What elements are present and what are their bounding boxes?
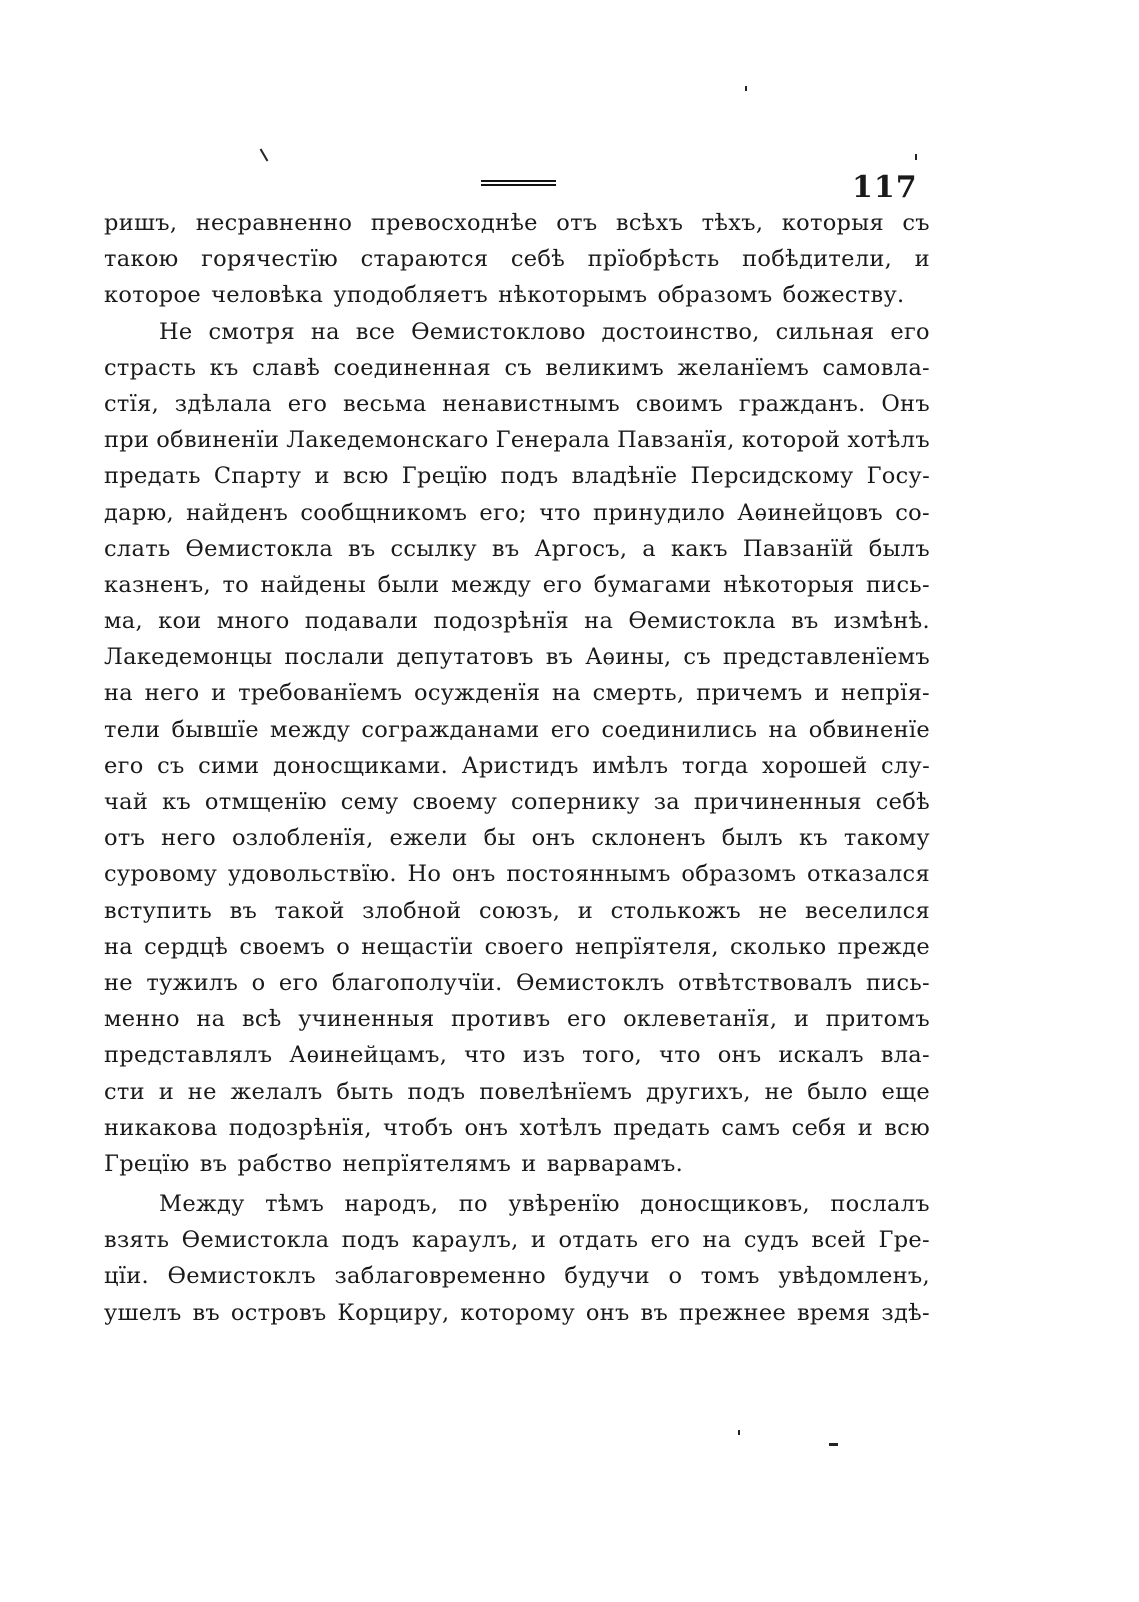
text-line: стїя, здѣлала его весьма ненавистнымъ своимъ гражданъ. Онъ [104,390,930,417]
text-line: не тужилъ о его благополучїи. Ѳемистоклъ отвѣтствовалъ пись- [104,969,930,996]
text-line: взять Ѳемистокла подъ караулъ, и отдать его на судъ всей Гре- [104,1227,930,1254]
text-line: цїи. Ѳемистоклъ заблаговременно будучи о томъ увѣдомленъ, [104,1263,930,1290]
text-line: его съ сими доносщиками. Аристидъ имѣлъ тогда хорошей слу- [104,752,930,779]
scan-speck [738,1430,740,1435]
text-line: Не смотря на все Ѳемистоклово достоинство, сильная его [159,318,930,345]
scan-speck [745,86,747,91]
text-line: при обвиненїи Лакедемонскаго Генерала Павзанїя, которой хотѣлъ [104,427,930,454]
header-double-rule [481,180,556,189]
text-line: дарю, найденъ сообщникомъ его; что принудило Аѳинейцовъ со- [104,499,930,526]
text-line: отъ него озлобленїя, ежели бы онъ склоненъ былъ къ такому [104,825,930,852]
text-line: никакова подозрѣнїя, чтобъ онъ хотѣлъ предать самъ себя и всю [104,1114,930,1141]
text-line: на него и требованїемъ осужденїя на смерть, причемъ и непрїя- [104,680,930,707]
text-line: страсть къ славѣ соединенная съ великимъ желанїемъ самовла- [104,354,930,381]
text-line: ма, кои много подавали подозрѣнїя на Ѳемистокла въ измѣнѣ. [104,608,930,635]
page-number: 117 [852,170,918,205]
text-line: суровому удовольствїю. Но онъ постояннымъ образомъ отказался [104,861,930,888]
text-line: ушелъ въ островъ Корциру, которому онъ въ прежнее время здѣ- [104,1299,930,1326]
text-line: слать Ѳемистокла въ ссылку въ Аргосъ, а какъ Павзанїй былъ [104,535,930,562]
text-line: чай къ отмщенїю сему своему сопернику за причиненныя себѣ [104,789,930,815]
scan-speck [260,148,269,161]
text-line: казненъ, то найдены были между его бумагами нѣкоторыя пись- [104,571,930,598]
text-line: такою горячестїю стараются себѣ прїобрѣсть побѣдители, и [104,246,930,273]
text-line: ришъ, несравненно превосходнѣе отъ всѣхъ тѣхъ, которыя съ [104,210,930,236]
text-line: представлялъ Аѳинейцамъ, что изъ того, что онъ искалъ вла- [104,1042,930,1069]
text-line: менно на всѣ учиненныя противъ его оклеветанїя, и притомъ [104,1006,930,1033]
text-line: на сердцѣ своемъ о нещастїи своего непрїятеля, сколько прежде [104,933,930,960]
text-line: тели бывшїе между согражданами его соединились на обвиненїе [104,716,930,743]
text-line: Грецїю въ рабство непрїятелямъ и варварамъ. [104,1150,684,1177]
text-line: предать Спарту и всю Грецїю подъ владѣнїе Персидскому Госу- [104,463,930,490]
text-line: Между тѣмъ народъ, по увѣренїю доносщиковъ, послалъ [159,1191,930,1218]
text-line: которое человѣка уподобляетъ нѣкоторымъ образомъ божеству. [104,282,905,309]
scan-speck [915,154,917,160]
text-line: вступить въ такой злобной союзъ, и столькожъ не веселился [104,897,930,924]
scan-speck [829,1443,838,1446]
text-line: Лакедемонцы послали депутатовъ въ Аѳины, съ представленїемъ [104,644,930,671]
body-text [104,205,930,1331]
text-line: сти и не желалъ быть подъ повелѣнїемъ другихъ, не было еще [104,1078,930,1105]
